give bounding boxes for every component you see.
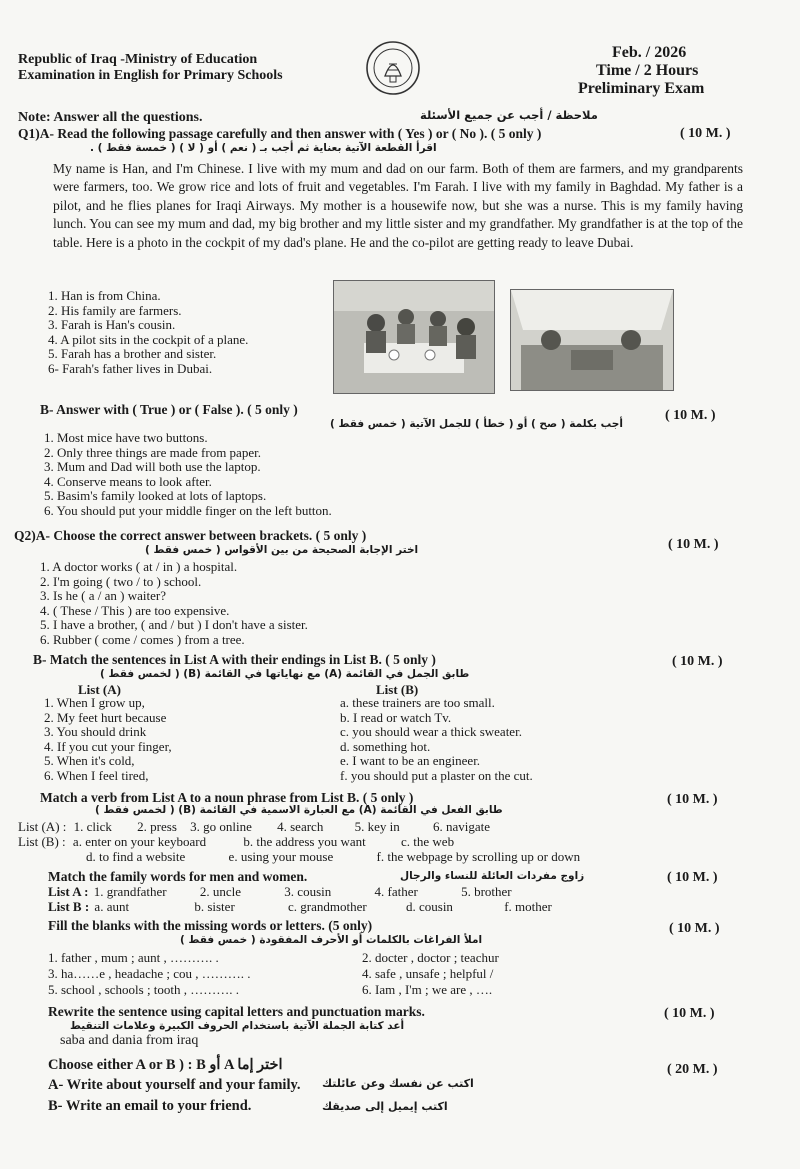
q2b-marks: ( 10 M. ): [672, 654, 723, 669]
list-item: 2. uncle: [199, 884, 242, 899]
q1a-marks: ( 10 M. ): [680, 126, 731, 141]
q1b-statements: [44, 431, 332, 519]
q7-option-a: A- Write about yourself and your family.: [48, 1077, 301, 1093]
q2b-arabic: طابق الجمل في القائمة (A) مع نهاياتها في القائمة (B) ( لخمس فقط ): [100, 668, 470, 680]
list-item: d. something hot.: [340, 738, 431, 754]
q4-marks: ( 10 M. ): [667, 870, 718, 885]
list-item: 5. Farah has a brother and sister.: [48, 346, 217, 362]
list-item: a. aunt: [94, 899, 130, 914]
q2a-marks: ( 10 M. ): [668, 537, 719, 552]
reading-passage: My name is Han, and I'm Chinese. I live with my mum and dad on our farm. Both of them are farmers, and my grandparents were farmers, too. We grow rice and lots of fruit and vegetables. I'm Farah. I live with my family in Baghdad. My father is a pilot, and he flies planes for Iraqi Airways. My mother is a housewife now, but she was a nurse. This is my family having lunch. You can see my mum and dad, my big brother and my little sister and my grandfather. My grandfather is at the top of the table. Here is a photo in the cockpit of my dad's plane. He and the co-pilot are getting ready to leave Dubai.: [53, 161, 743, 250]
list-item: b. the address you want: [243, 834, 366, 849]
q3-list-b-row2: [86, 849, 580, 864]
q3-arabic: طابق الفعل في القائمة (A) مع العبارة الاسمية في القائمة (B) ( لخمس فقط ): [95, 804, 503, 816]
list-item: 5. key in: [354, 819, 400, 834]
q4-arabic: زاوج مفردات العائلة للنساء والرجال: [400, 870, 585, 882]
q7-option-b-arabic: اكتب إيميل إلى صديقك: [322, 1100, 448, 1113]
q7-title: Choose either A or B ) : B أو A اختر إما: [48, 1057, 283, 1073]
list-item: 5. I have a brother, ( and / but ) I don't have a sister.: [40, 617, 308, 633]
list-item: c. you should wear a thick sweater.: [340, 724, 522, 740]
q2b-list-b: [340, 696, 533, 784]
list-item: 6. navigate: [432, 819, 491, 834]
q6-marks: ( 10 M. ): [664, 1006, 715, 1021]
note-arabic: ملاحظة / أجب عن جميع الأسئلة: [420, 108, 598, 122]
q6-title: Rewrite the sentence using capital letters and punctuation marks.: [48, 1004, 425, 1019]
list-item: 6- Farah's father lives in Dubai.: [48, 360, 213, 376]
list-label: List B :: [48, 899, 90, 914]
note-english: Note: Answer all the questions.: [18, 110, 203, 125]
q1b-marks: ( 10 M. ): [665, 408, 716, 423]
list-item: 6. When I feel tired,: [44, 767, 149, 783]
list-item: 3. Farah is Han's cousin.: [48, 317, 176, 333]
list-item: 1. grandfather: [93, 884, 167, 899]
list-item: 1. A doctor works ( at / in ) a hospital.: [40, 559, 238, 574]
header-exam-title: Examination in English for Primary Schools: [18, 68, 283, 83]
list-item: 4. Conserve means to look after.: [44, 473, 212, 489]
list-item: 1. When I grow up,: [44, 695, 145, 710]
header-time: Time / 2 Hours: [596, 62, 699, 79]
list-item: 3. cousin: [284, 884, 332, 899]
list-item: f. mother: [504, 899, 552, 914]
q3-list-a: [18, 819, 490, 834]
q5-col2: [362, 950, 499, 998]
list-item: e. using your mouse: [228, 849, 334, 864]
q4-title: Match the family words for men and women.: [48, 869, 308, 884]
q2a-title: Q2)A- Choose the correct answer between brackets. ( 5 only ): [14, 528, 367, 543]
list-item: c. the web: [401, 834, 455, 849]
list-item: 3. ha……e , headache ; cou , ………. .: [48, 966, 251, 981]
q4-list-a: [48, 884, 512, 899]
q6-arabic: أعد كتابة الجملة الآتية باستخدام الحروف الكبيرة وعلامات التنقيط: [70, 1020, 405, 1032]
list-item: 4. A pilot sits in the cockpit of a plane.: [48, 331, 249, 347]
list-item: 2. docter , doctor ; teachur: [362, 950, 499, 965]
q1a-arabic: اقرأ القطعة الآتية بعناية ثم أجب بـ ( نعم ) أو ( لا ) ( خمسة فقط ) .: [90, 142, 437, 154]
list-item: 6. Rubber ( come / comes ) from a tree.: [40, 631, 245, 647]
list-item: 1. Han is from China.: [48, 288, 161, 303]
list-item: 4. search: [277, 819, 324, 834]
list-item: 3. go online: [190, 819, 252, 834]
list-item: 3. You should drink: [44, 724, 147, 740]
list-item: 2. Only three things are made from paper.: [44, 444, 261, 460]
header-date: Feb. / 2026: [612, 44, 687, 61]
q5-marks: ( 10 M. ): [669, 921, 720, 936]
list-label: List (B) :: [18, 834, 66, 849]
q6-sentence: saba and dania from iraq: [60, 1033, 199, 1048]
list-item: 1. click: [73, 819, 112, 834]
q3-marks: ( 10 M. ): [667, 792, 718, 807]
list-item: 5. Basim's family looked at lots of laptops.: [44, 488, 267, 504]
family-lunch-photo: [333, 280, 495, 394]
list-item: 2. My feet hurt because: [44, 709, 167, 725]
q1a-statements: [48, 289, 248, 377]
list-item: f. the webpage by scrolling up or down: [376, 849, 581, 864]
list-label: List A :: [48, 884, 89, 899]
list-item: b. sister: [194, 899, 235, 914]
list-item: 3. Mum and Dad will both use the laptop.: [44, 459, 261, 475]
q7-marks: ( 20 M. ): [667, 1062, 718, 1077]
list-item: 5. brother: [461, 884, 512, 899]
list-item: 2. press: [137, 819, 177, 834]
list-item: 3. Is he ( a / an ) waiter?: [40, 588, 166, 604]
q2b-title: B- Match the sentences in List A with their endings in List B. ( 5 only ): [33, 652, 436, 667]
q1b-arabic: أجب بكلمة ( صح ) أو ( خطأ ) للجمل الآتية ( خمس فقط ): [330, 418, 623, 430]
q3-title: Match a verb from List A to a noun phrase from List B. ( 5 only ): [40, 790, 414, 805]
list-item: 6. You should put your middle finger on the left button.: [44, 502, 332, 518]
list-item: 4. father: [374, 884, 418, 899]
list-item: 5. school , schools ; tooth , ………. .: [48, 982, 240, 997]
header-ministry: Republic of Iraq -Ministry of Education: [18, 52, 258, 67]
list-b-heading: List (B): [376, 682, 419, 697]
list-item: d. cousin: [405, 899, 453, 914]
list-item: 5. When it's cold,: [44, 753, 135, 769]
list-item: 2. I'm going ( two / to ) school.: [40, 573, 202, 589]
q2b-list-a: [44, 696, 172, 784]
list-label: List (A) :: [18, 819, 67, 834]
cockpit-photo: [510, 289, 674, 391]
q1a-title: Q1)A- Read the following passage carefully and then answer with ( Yes ) or ( No ). ( 5 only ): [18, 126, 542, 141]
q3-list-b-row1: [18, 834, 454, 849]
ministry-seal-icon: [365, 40, 421, 96]
list-item: 1. Most mice have two buttons.: [44, 430, 208, 445]
list-item: 1. father , mum ; aunt , ………. .: [48, 950, 219, 965]
list-a-heading: List (A): [78, 682, 121, 697]
q7-option-a-arabic: اكتب عن نفسك وعن عائلتك: [322, 1077, 474, 1090]
list-item: e. I want to be an engineer.: [340, 753, 481, 769]
list-item: f. you should put a plaster on the cut.: [340, 767, 533, 783]
q5-title: Fill the blanks with the missing words or letters. (5 only): [48, 918, 373, 933]
q7-option-b: B- Write an email to your friend.: [48, 1098, 252, 1114]
q4-list-b: [48, 899, 552, 914]
list-item: 4. ( These / This ) are too expensive.: [40, 602, 230, 618]
q5-arabic: املأ الفراغات بالكلمات أو الأحرف المفقودة ( خمس فقط ): [180, 934, 483, 946]
list-item: b. I read or watch Tv.: [340, 709, 452, 725]
q2a-items: [40, 560, 308, 648]
list-item: c. grandmother: [288, 899, 367, 914]
list-item: a. these trainers are too small.: [340, 695, 495, 710]
list-item: 2. His family are farmers.: [48, 302, 182, 318]
list-item: a. enter on your keyboard: [72, 834, 207, 849]
list-item: 4. safe , unsafe ; helpful /: [362, 966, 494, 981]
q5-col1: [48, 950, 251, 998]
list-item: 4. If you cut your finger,: [44, 738, 172, 754]
q1b-title: B- Answer with ( True ) or ( False ). ( 5 only ): [40, 402, 298, 417]
q2a-arabic: اختر الإجابة الصحيحة من بين الأقواس ( خمس فقط ): [145, 544, 419, 556]
list-item: 6. Iam , I'm ; we are , ….: [362, 982, 493, 997]
list-item: d. to find a website: [86, 849, 186, 864]
header-exam-type: Preliminary Exam: [578, 80, 705, 97]
